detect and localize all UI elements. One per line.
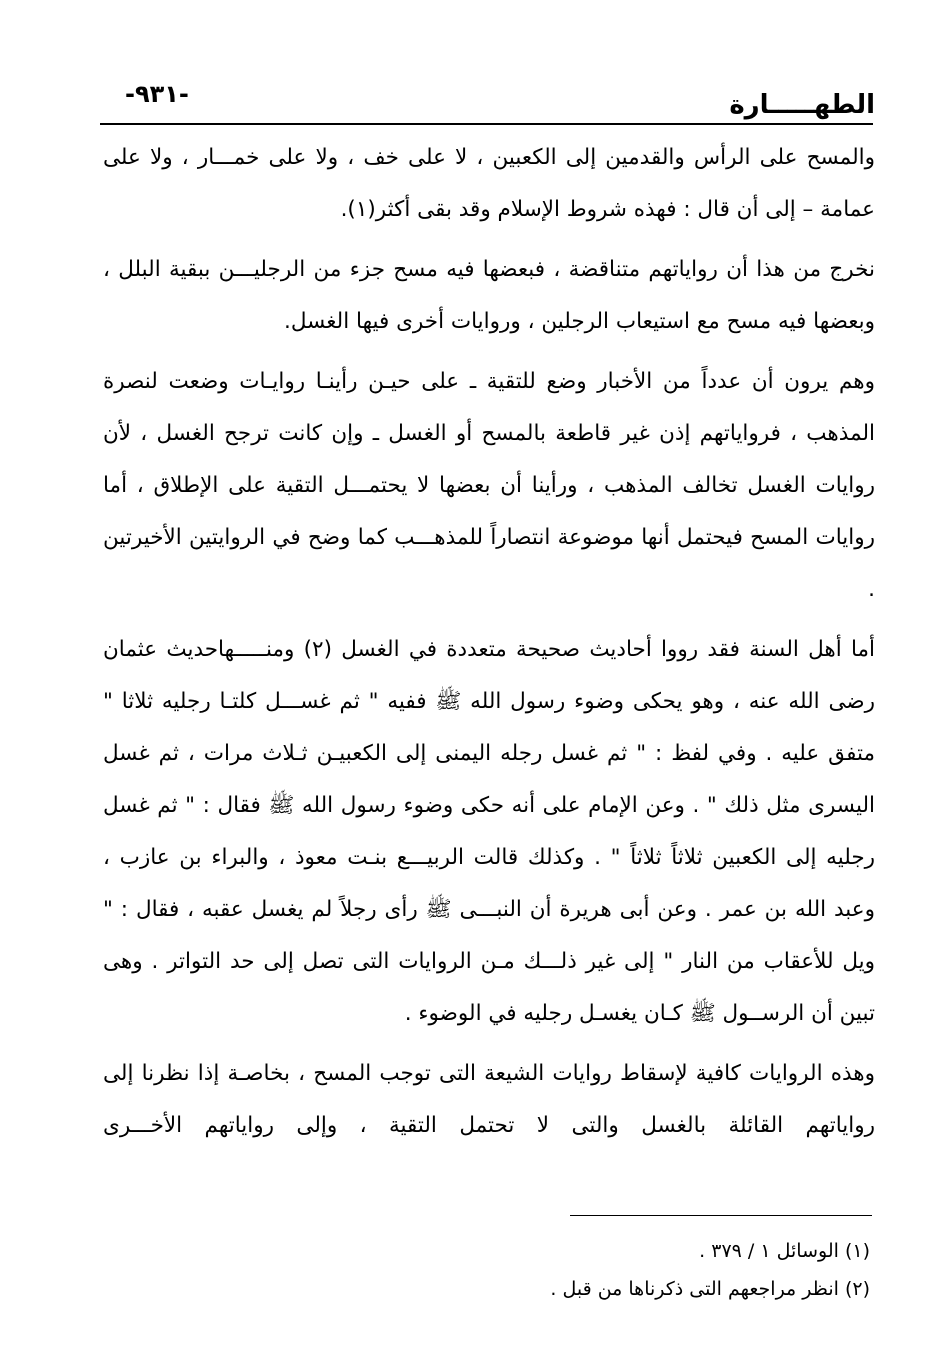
footnote-rule <box>570 1215 872 1216</box>
paragraph-2: نخرج من هذا أن رواياتهم متناقضة ، فبعضها فيه مسح جزء من الرجليـــن ببقية البلل ، وبعضها فيه مسح مع استيعاب الرجلين ، وروايات أخرى فيها الغسل. <box>103 257 875 334</box>
paragraph-5: وهذه الروايات كافية لإسقاط روايات الشيعة التى توجب المسح ، بخاصـة إذا نظرنا إلى رواياتهم القائلة بالغسل والتى لا تحتمل التقية ، وإلى رواياتهم الأخـــرى <box>103 1061 875 1138</box>
paragraph-3: وهم يرون أن عدداً من الأخبار وضع للتقية ـ على حيـن رأينـا روايـات وضعت لنصرة المذهب ، فرواياتهم إذن غير قاطعة بالمسح أو الغسل ـ وإن كانت ترجح الغسل ، لأن روايات الغسل تخالف المذهب ، ورأينا أن بعضها لا يحتمـــل التقية على الإطلاق ، أما روايات المسح فيحتمل أنها موضوعة انتصاراً للمذهـــب كما وضح في الروايتين الأخيرتين . <box>103 369 875 602</box>
paragraph-1: والمسح على الرأس والقدمين إلى الكعبين ، لا على خف ، ولا على خمـــار ، ولا على عمامة – إلى أن قال : فهذه شروط الإسلام وقد بقى أكثر(١). <box>103 145 875 222</box>
page-header <box>105 80 875 125</box>
header-rule <box>100 123 873 125</box>
footnotes <box>480 1232 870 1308</box>
paragraph-4: أما أهل السنة فقد رووا أحاديث صحيحة متعددة في الغسل (٢) ومنـــــهاحديث عثمان رضى الله عنه ، وهو يحكى وضوء رسول الله ﷺ ففيه " ثم غســـل كلتـا رجليه ثلاثا " متفق عليه . وفي لفظ : " ثم غسل رجله اليمنى إلى الكعبيـن ثـلاث مرات ، ثم غسل اليسرى مثل ذلك " . وعن الإمام على أنه حكى وضوء رسول الله ﷺ فقال : " ثم غسل رجليه إلى الكعبين ثلاثاً ثلاثاً " . وكذلك قالت الربيـــع بنـت معوذ ، والبراء بن عازب ، وعبد الله بن عمر . وعن أبى هريرة أن النبـــى ﷺ رأى رجلاً لم يغسل عقبه ، فقال : " ويل للأعقاب من النار " إلى غير ذلـــك مـن الروايات التى تصل إلى حد التواتر . وهى تبين أن الرســول ﷺ كـان يغسـل رجليه في الوضوء . <box>103 637 875 1026</box>
footnote-2: (٢) انظر مراجعهم التى ذكرناها من قبل . <box>550 1278 870 1300</box>
body-text <box>103 132 875 1152</box>
footnote-1: (١) الوسائل ١ / ٣٧٩ . <box>699 1240 870 1262</box>
page-number: -٩٣١- <box>125 80 189 108</box>
running-title: الطهـــــارة <box>729 90 875 120</box>
